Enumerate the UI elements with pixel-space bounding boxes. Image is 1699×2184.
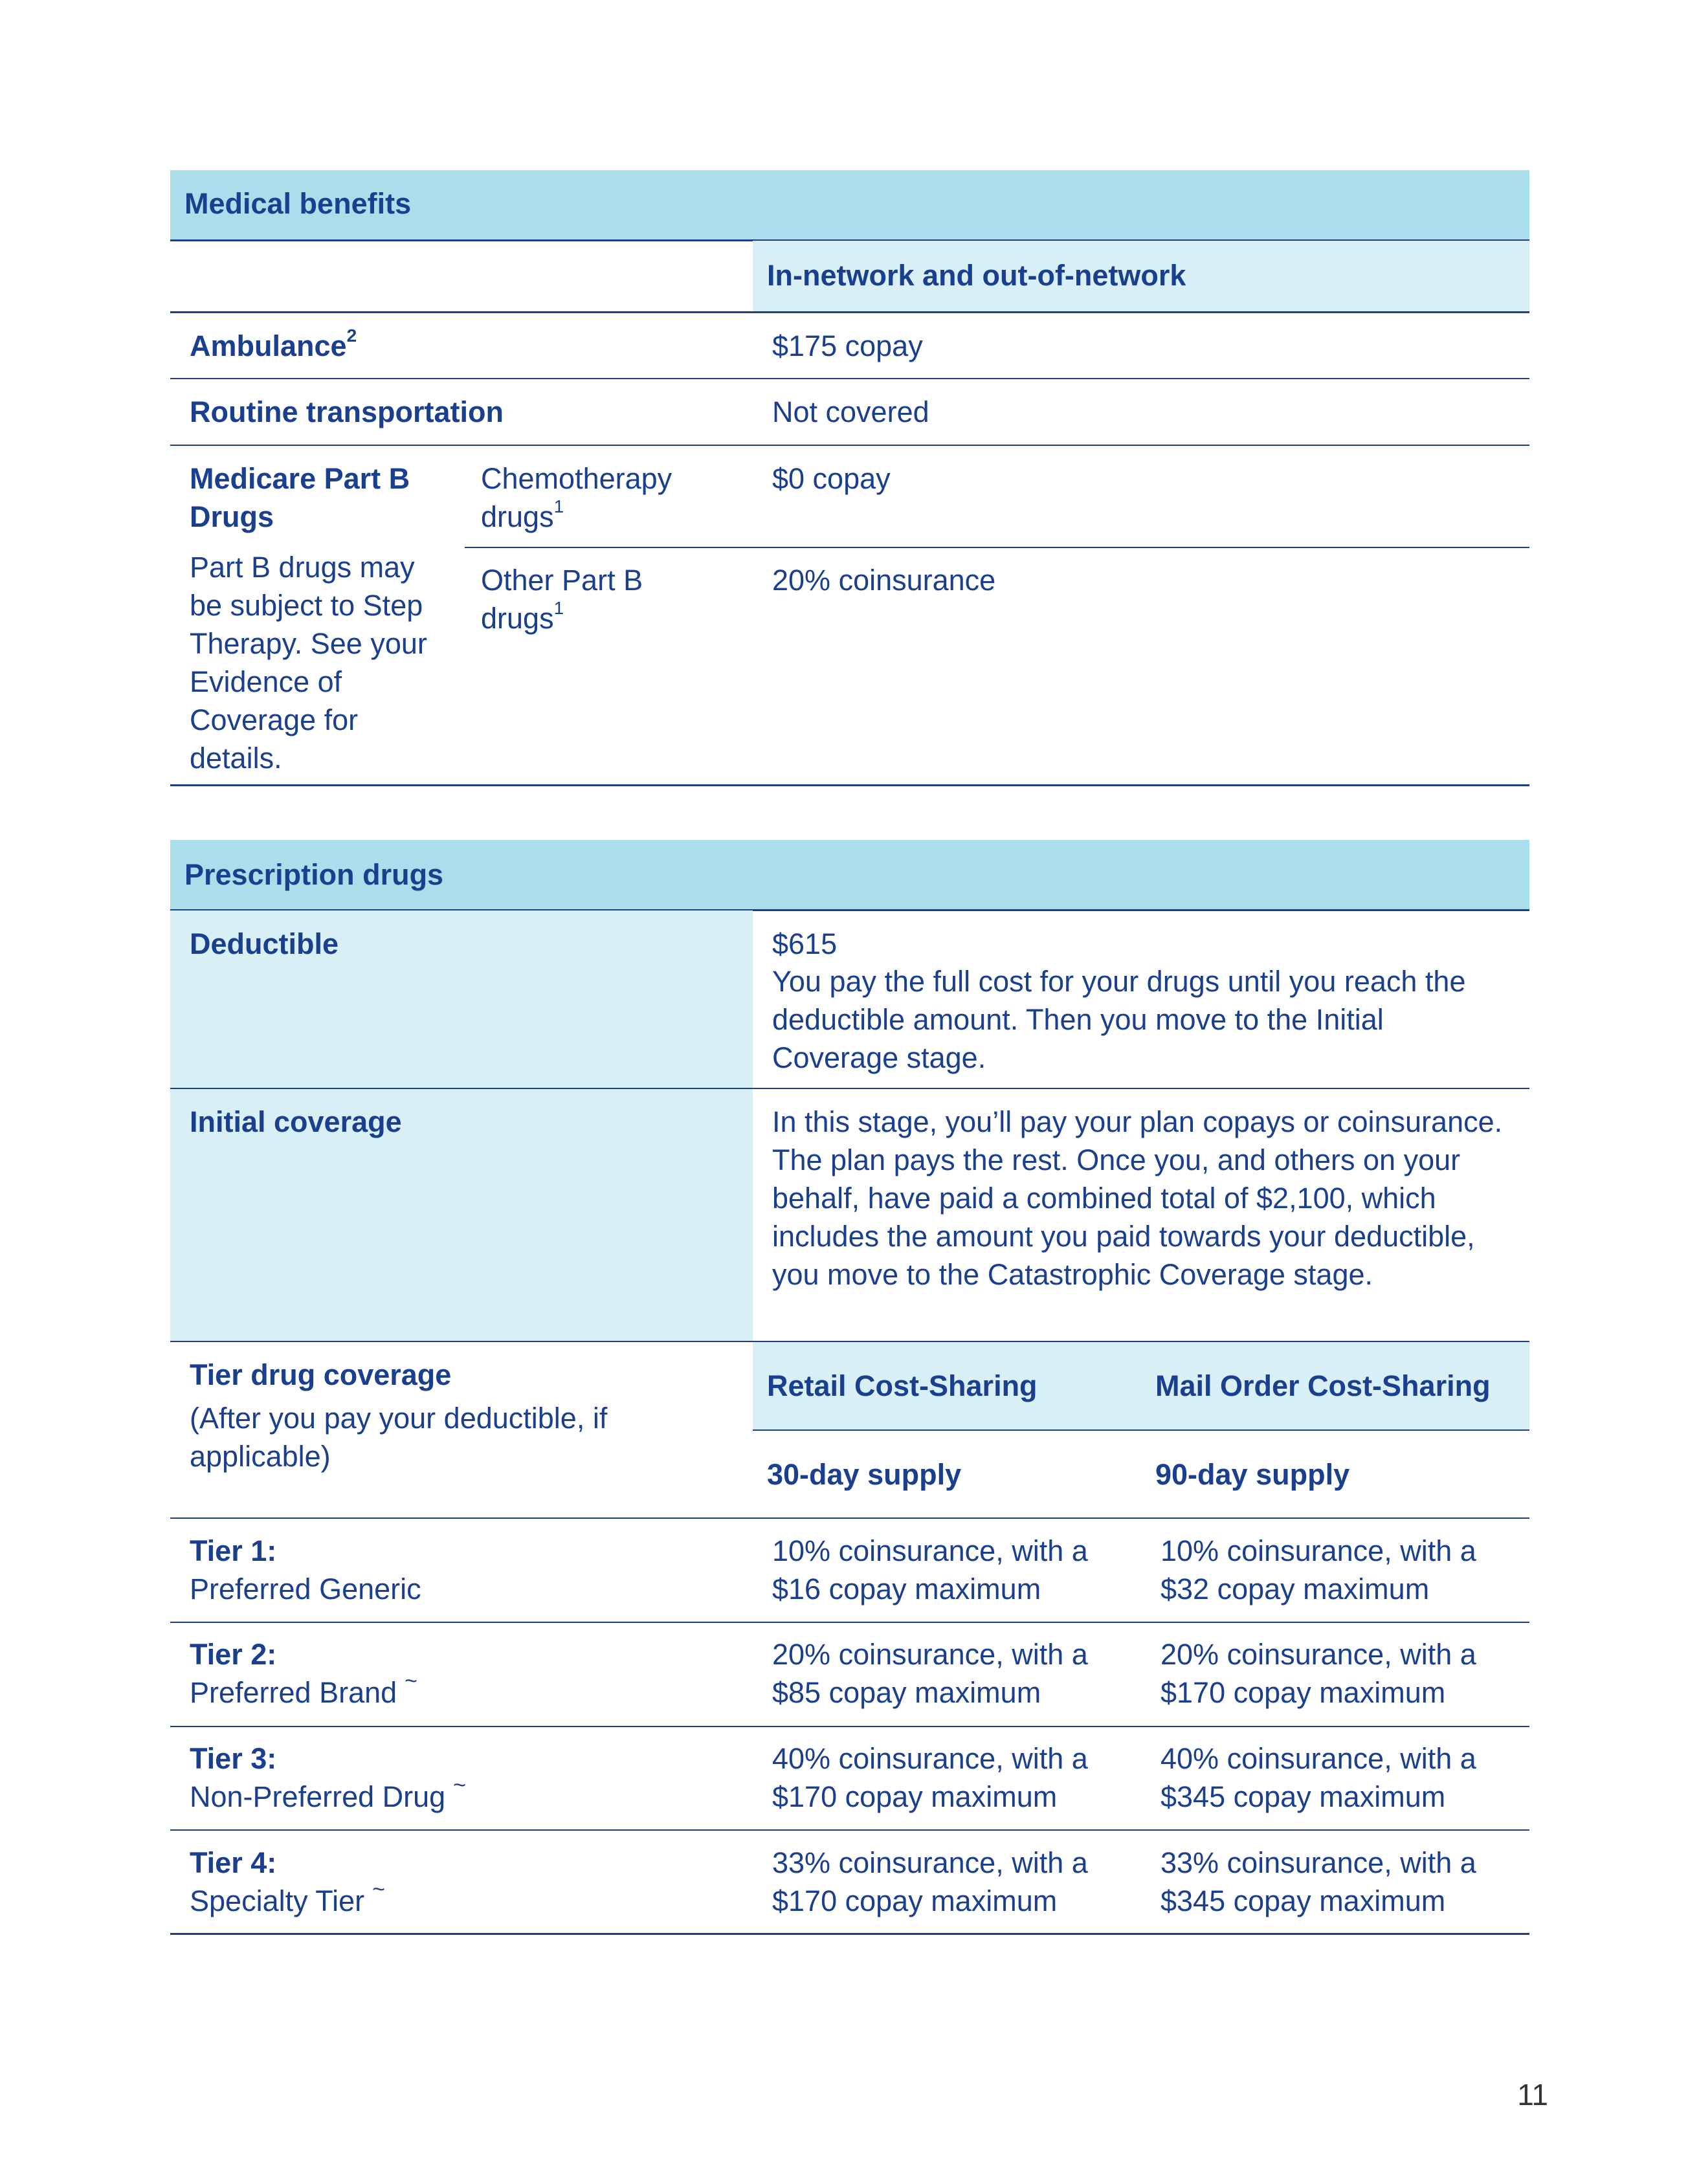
part-b-note: Part B drugs may be subject to Step Therapy. See your Evidence of Coverage for details. — [190, 551, 427, 775]
prescription-drugs-header — [170, 840, 1529, 910]
tier-coverage-label: Tier drug coverage — [190, 1358, 452, 1391]
tier-2-name: Preferred Brand ~ — [190, 1669, 418, 1709]
tier-4-retail: 33% coinsurance, with a $170 copay maximum — [772, 1846, 1088, 1917]
tier-2-retail: 20% coinsurance, with a $85 copay maximum — [772, 1638, 1088, 1709]
tier-3-mail: 40% coinsurance, with a $345 copay maximum — [1160, 1742, 1476, 1813]
page-number: 11 — [1517, 2078, 1548, 2112]
tier-3-name: Non-Preferred Drug ~ — [190, 1773, 467, 1813]
network-column-title: In-network and out-of-network — [767, 259, 1186, 292]
tier-4-name: Specialty Tier ~ — [190, 1877, 385, 1917]
tier-3-label: Tier 3: — [190, 1742, 277, 1775]
ambulance-value: $175 copay — [772, 329, 923, 362]
deductible-text: You pay the full cost for your drugs until you reach the deductible amount. Then you move to the Initial Coverage stage. — [772, 965, 1466, 1074]
chemotherapy-value: $0 copay — [772, 462, 891, 495]
initial-coverage-label: Initial coverage — [190, 1105, 402, 1138]
tier-2-mail: 20% coinsurance, with a $170 copay maximum — [1160, 1638, 1476, 1709]
initial-coverage-text: In this stage, you’ll pay your plan copays or coinsurance. The plan pays the rest. Once you, and others on your behalf, have paid a combined total of $2,100, which includes the amount you paid towards your deductible, you move to the Catastrophic Coverage stage. — [772, 1105, 1503, 1291]
mail-order-cost-sharing-header: Mail Order Cost-Sharing — [1155, 1369, 1491, 1402]
routine-transportation-value: Not covered — [772, 395, 929, 428]
medical-benefits-header — [170, 170, 1529, 241]
chemotherapy-label: Chemotherapy drugs$^1$ — [481, 462, 672, 533]
tier-1-label: Tier 1: — [190, 1534, 277, 1567]
retail-cost-sharing-header: Retail Cost-Sharing — [767, 1369, 1038, 1402]
medical-benefits-table — [170, 170, 1529, 786]
tier-1-mail: 10% coinsurance, with a $32 copay maximum — [1160, 1534, 1476, 1605]
tier-4-mail: 33% coinsurance, with a $345 copay maximum — [1160, 1846, 1476, 1917]
prescription-drugs-table — [170, 840, 1529, 1935]
tier-1-name: Preferred Generic — [190, 1572, 421, 1605]
tier-coverage-note: (After you pay your deductible, if applicable) — [190, 1402, 608, 1473]
deductible-label: Deductible — [190, 927, 339, 960]
deductible-amount: $615 — [772, 927, 838, 960]
other-part-b-label: Other Part B drugs$^1$ — [481, 564, 643, 635]
tier-3-retail: 40% coinsurance, with a $170 copay maximum — [772, 1742, 1088, 1813]
cost-sharing-header — [753, 1342, 1529, 1429]
tier-2-label: Tier 2: — [190, 1638, 277, 1671]
retail-supply-label: 30-day supply — [767, 1458, 962, 1491]
tier-4-label: Tier 4: — [190, 1846, 277, 1879]
mail-supply-label: 90-day supply — [1155, 1458, 1350, 1491]
tier-1-retail: 10% coinsurance, with a $16 copay maximum — [772, 1534, 1088, 1605]
network-column-header — [753, 241, 1529, 312]
prescription-drugs-title: Prescription drugs — [184, 858, 444, 891]
part-b-title: Medicare Part B Drugs — [190, 462, 410, 533]
medical-benefits-title: Medical benefits — [184, 187, 412, 220]
ambulance-label: Ambulance$^2$ — [190, 325, 357, 362]
other-part-b-value: 20% coinsurance — [772, 564, 996, 597]
routine-transportation-label: Routine transportation — [190, 395, 504, 428]
